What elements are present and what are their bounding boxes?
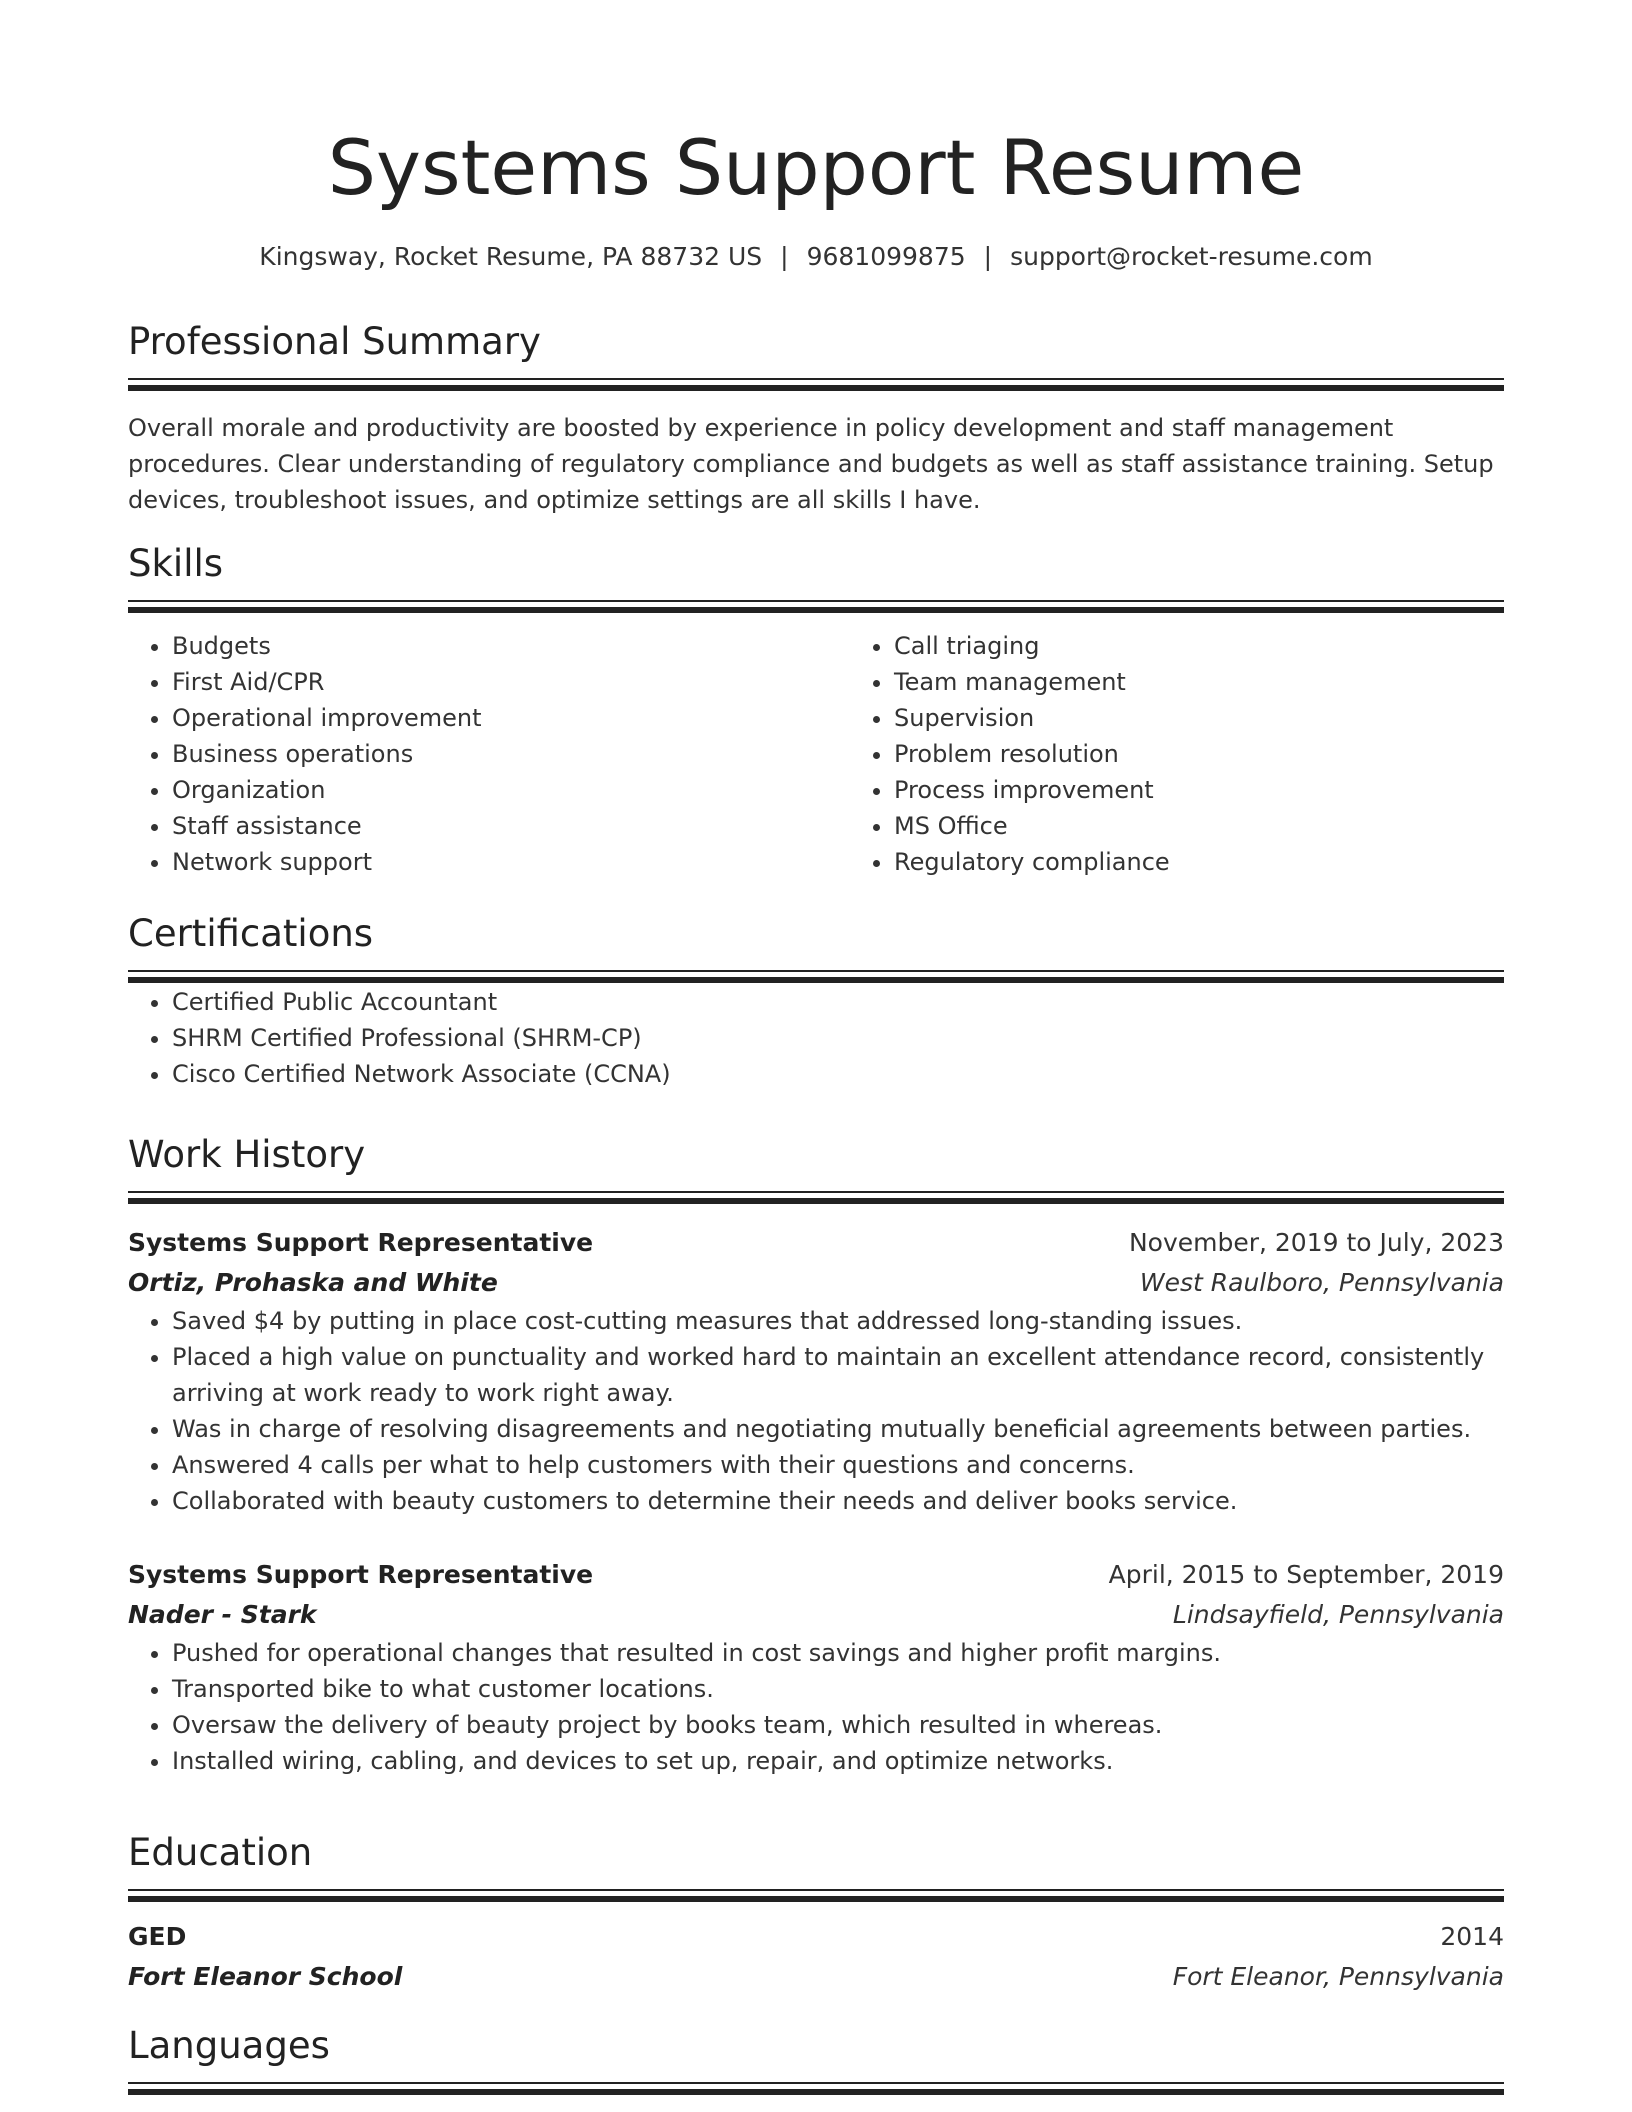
skill-item: • Process improvement <box>894 772 1572 808</box>
job-title: Systems Support Representative <box>128 1560 594 1589</box>
skill-item: • Problem resolution <box>894 736 1572 772</box>
education-school: Fort Eleanor School <box>128 1962 403 1991</box>
skill-item: • First Aid/CPR <box>172 664 850 700</box>
job-title: Systems Support Representative <box>128 1228 594 1257</box>
job-dates: November, 2019 to July, 2023 <box>1128 1228 1504 1257</box>
resume-title: Systems Support Resume <box>327 123 1305 212</box>
job-bullet: • Placed a high value on punctuality and worked hard to maintain an excellent attendance record, consistently arriving at work ready to work right away. <box>172 1339 1504 1411</box>
job-company: Nader - Stark <box>128 1600 317 1629</box>
skills-heading: Skills <box>128 542 224 585</box>
job-header-row <box>128 1555 1504 1595</box>
education-heading: Education <box>128 1831 313 1874</box>
certifications-list <box>128 984 1504 1092</box>
contact-separator: | <box>983 242 993 271</box>
education-school-row <box>128 1957 1504 1997</box>
skill-item: • Network support <box>172 844 850 880</box>
job-bullet: • Oversaw the delivery of beauty project by books team, which resulted in whereas. <box>172 1707 1504 1743</box>
summary-text: Overall morale and productivity are boosted by experience in policy development and staff management procedures. Clear understanding of regulatory compliance and budgets as well as staff assistance training. Setup devices, troubleshoot issues, and optimize settings are all skills I have. <box>128 414 1494 514</box>
contact-phone: 9681099875 <box>806 242 966 271</box>
education-location: Fort Eleanor, Pennsylvania <box>1172 1962 1504 1991</box>
certification-item: • Certified Public Accountant <box>172 984 1504 1020</box>
job-header-row <box>128 1223 1504 1263</box>
job-bullet: • Collaborated with beauty customers to determine their needs and deliver books service. <box>172 1483 1504 1519</box>
skill-item: • Operational improvement <box>172 700 850 736</box>
education-degree: GED <box>128 1922 187 1951</box>
job-company-row <box>128 1263 1504 1303</box>
job-location: Lindsayfield, Pennsylvania <box>1172 1600 1504 1629</box>
contact-address: Kingsway, Rocket Resume, PA 88732 US <box>259 242 763 271</box>
certification-item: • Cisco Certified Network Associate (CCNA) <box>172 1056 1504 1092</box>
summary-heading: Professional Summary <box>128 320 541 363</box>
job-company-row <box>128 1595 1504 1635</box>
job-company: Ortiz, Prohaska and White <box>128 1268 498 1297</box>
section-divider <box>128 2082 1504 2096</box>
job-bullet: • Saved $4 by putting in place cost-cutting measures that addressed long-standing issues. <box>172 1303 1504 1339</box>
skill-item: • Supervision <box>894 700 1572 736</box>
job-bullets <box>128 1635 1504 1779</box>
skill-item: • Business operations <box>172 736 850 772</box>
certification-item: • SHRM Certified Professional (SHRM-CP) <box>172 1020 1504 1056</box>
job-entry <box>128 1223 1504 1519</box>
skill-item: • Budgets <box>172 628 850 664</box>
job-bullet: • Pushed for operational changes that resulted in cost savings and higher profit margins. <box>172 1635 1504 1671</box>
certifications-section <box>128 910 1504 1092</box>
certifications-heading: Certifications <box>128 912 374 955</box>
section-divider <box>128 970 1504 984</box>
skills-list-right <box>850 628 1572 880</box>
skill-item: • Organization <box>172 772 850 808</box>
work-history-heading: Work History <box>128 1133 366 1176</box>
contact-line <box>128 237 1504 277</box>
job-bullet: • Installed wiring, cabling, and devices to set up, repair, and optimize networks. <box>172 1743 1504 1779</box>
contact-separator: | <box>780 242 789 271</box>
skill-item: • Call triaging <box>894 628 1572 664</box>
education-header-row <box>128 1917 1504 1957</box>
skills-grid <box>128 628 1504 880</box>
job-bullet: • Answered 4 calls per what to help customers with their questions and concerns. <box>172 1447 1504 1483</box>
section-divider <box>128 1889 1504 1903</box>
summary-section <box>128 318 1504 518</box>
section-divider <box>128 1191 1504 1205</box>
job-location: West Raulboro, Pennsylvania <box>1139 1268 1504 1297</box>
skill-item: • Regulatory compliance <box>894 844 1572 880</box>
education-entry <box>128 1917 1504 1997</box>
skills-section <box>128 540 1504 880</box>
job-dates: April, 2015 to September, 2019 <box>1108 1560 1504 1589</box>
work-history-section <box>128 1131 1504 1519</box>
languages-section <box>128 2022 1504 2096</box>
section-divider <box>128 378 1504 392</box>
skill-item: • MS Office <box>894 808 1572 844</box>
education-year: 2014 <box>1440 1922 1504 1951</box>
job-bullet: • Transported bike to what customer locations. <box>172 1671 1504 1707</box>
skill-item: • Staff assistance <box>172 808 850 844</box>
education-section <box>128 1829 1504 1997</box>
skills-list-left <box>128 628 850 880</box>
skill-item: • Team management <box>894 664 1572 700</box>
job-bullet: • Was in charge of resolving disagreements and negotiating mutually beneficial agreements between parties. <box>172 1411 1504 1447</box>
job-bullets <box>128 1303 1504 1519</box>
section-divider <box>128 600 1504 614</box>
job-entry-2 <box>128 1555 1504 1779</box>
languages-heading: Languages <box>128 2024 330 2067</box>
contact-email: support@rocket-resume.com <box>1010 242 1373 271</box>
